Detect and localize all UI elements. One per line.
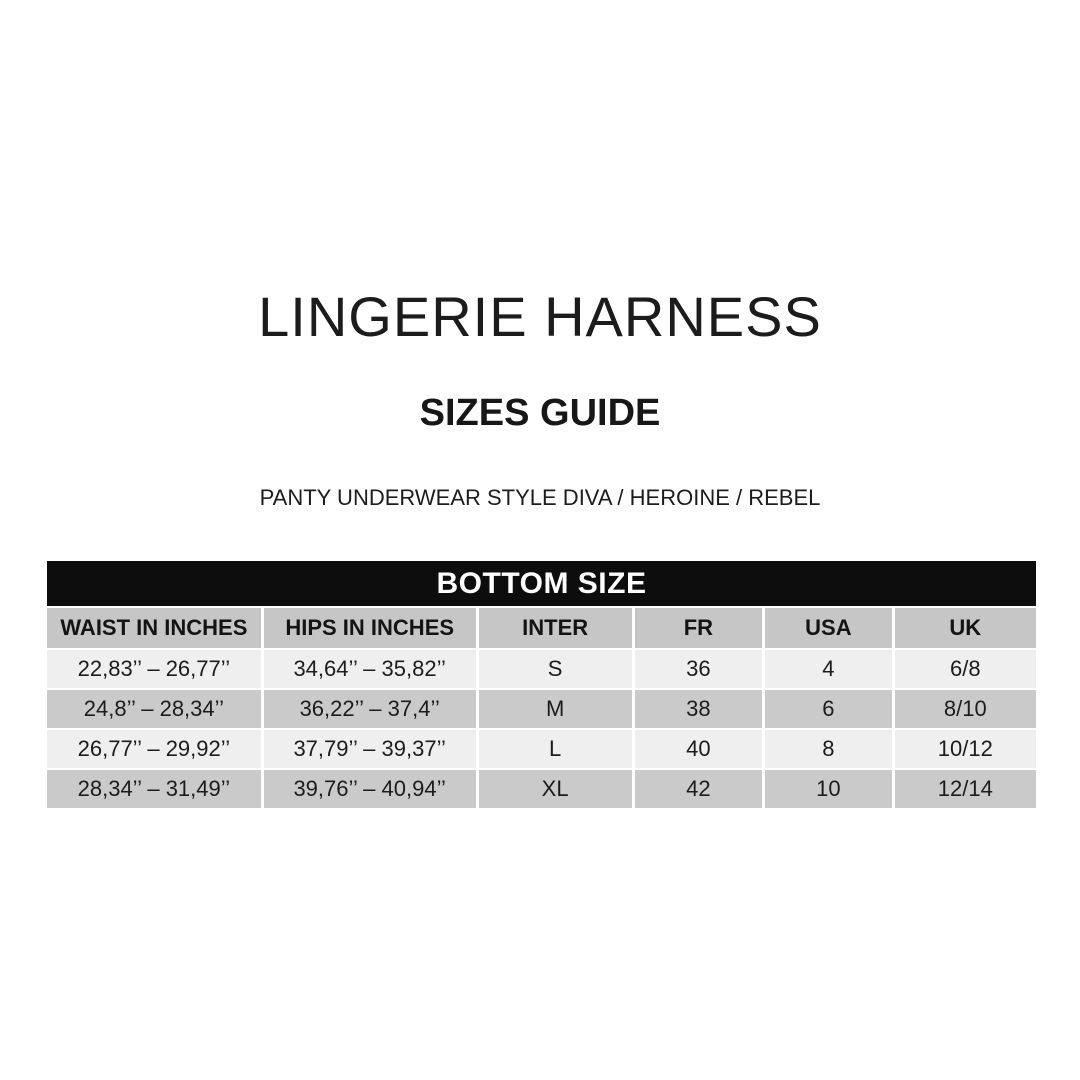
cell-inter: L — [479, 730, 632, 768]
cell-inter: S — [479, 650, 632, 688]
col-header-waist: WAIST IN INCHES — [47, 608, 261, 648]
table-title: BOTTOM SIZE — [47, 561, 1036, 606]
col-header-inter: INTER — [479, 608, 632, 648]
page-subtitle: SIZES GUIDE — [419, 392, 661, 434]
table-title-row — [47, 561, 1036, 606]
size-table-container — [44, 559, 1039, 810]
table-row-m — [47, 690, 1036, 728]
table-row-l — [47, 730, 1036, 768]
cell-usa: 10 — [765, 770, 892, 808]
cell-fr: 36 — [635, 650, 762, 688]
cell-fr: 42 — [635, 770, 762, 808]
style-description: PANTY UNDERWEAR STYLE DIVA / HEROINE / REBEL — [259, 485, 821, 510]
col-header-usa: USA — [765, 608, 892, 648]
size-table — [44, 559, 1039, 810]
col-header-fr: FR — [635, 608, 762, 648]
cell-waist: 28,34’’ – 31,49’’ — [47, 770, 261, 808]
cell-hips: 36,22’’ – 37,4’’ — [264, 690, 476, 728]
cell-uk: 12/14 — [895, 770, 1036, 808]
cell-hips: 34,64’’ – 35,82’’ — [264, 650, 476, 688]
cell-usa: 6 — [765, 690, 892, 728]
cell-inter: XL — [479, 770, 632, 808]
cell-hips: 37,79’’ – 39,37’’ — [264, 730, 476, 768]
table-row-s — [47, 650, 1036, 688]
cell-fr: 38 — [635, 690, 762, 728]
cell-usa: 8 — [765, 730, 892, 768]
cell-uk: 6/8 — [895, 650, 1036, 688]
page-title: LINGERIE HARNESS — [258, 285, 822, 348]
cell-waist: 26,77’’ – 29,92’’ — [47, 730, 261, 768]
cell-uk: 8/10 — [895, 690, 1036, 728]
cell-waist: 22,83’’ – 26,77’’ — [47, 650, 261, 688]
cell-inter: M — [479, 690, 632, 728]
cell-uk: 10/12 — [895, 730, 1036, 768]
col-header-hips: HIPS IN INCHES — [264, 608, 476, 648]
cell-waist: 24,8’’ – 28,34’’ — [47, 690, 261, 728]
table-row-xl — [47, 770, 1036, 808]
cell-hips: 39,76’’ – 40,94’’ — [264, 770, 476, 808]
cell-fr: 40 — [635, 730, 762, 768]
col-header-uk: UK — [895, 608, 1036, 648]
cell-usa: 4 — [765, 650, 892, 688]
table-header-row — [47, 608, 1036, 648]
